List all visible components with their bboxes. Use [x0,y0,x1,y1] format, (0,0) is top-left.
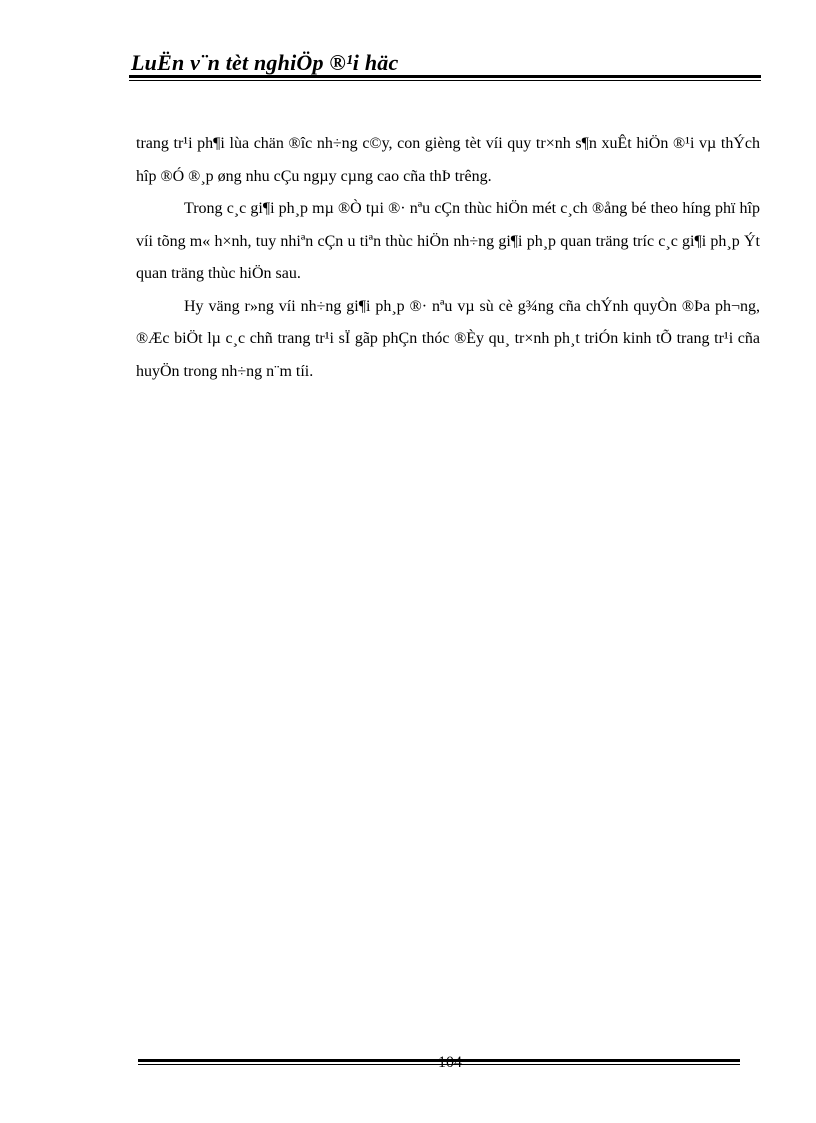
paragraph-hope: Hy väng r»ng víi nh÷ng gi¶i ph¸p ®· nªu vµ sù cè g¾ng cña chÝnh quyÒn ®Þa ph¬ng, ®Æc biÖt lµ c¸c chñ trang tr¹i sÏ gãp phÇn thóc ®Èy qu¸ tr×nh ph¸t triÓn kinh tÕ trang tr¹i cña huyÖn trong nh÷ng n¨m tíi. [136,297,760,380]
header-rule-thick [129,75,761,78]
paragraph-solutions: Trong c¸c gi¶i ph¸p mµ ®Ò tµi ®· nªu cÇn thùc hiÖn mét c¸ch ®ång bé theo híng phï hîp víi tõng m« h×nh, tuy nhiªn cÇn u tiªn thùc hiÖn nh÷ng gi¶i ph¸p quan träng tríc c¸c gi¶i ph¸p Ýt quan träng thùc hiÖn sau. [136,200,760,282]
running-header-title: LuËn v¨n tèt nghiÖp ®¹i häc [131,50,399,75]
page-number: 104 [438,1054,462,1071]
header-rule-thin [129,80,761,81]
paragraph-continuation: trang tr¹i ph¶i lùa chän ®îc nh÷ng c©y, con gièng tèt víi quy tr×nh s¶n xuÊt hiÖn ®¹i vµ thÝch hîp ®Ó ®¸p øng nhu cÇu ngµy cµng cao cña thÞ trêng. [136,135,760,185]
body-text [136,128,760,388]
